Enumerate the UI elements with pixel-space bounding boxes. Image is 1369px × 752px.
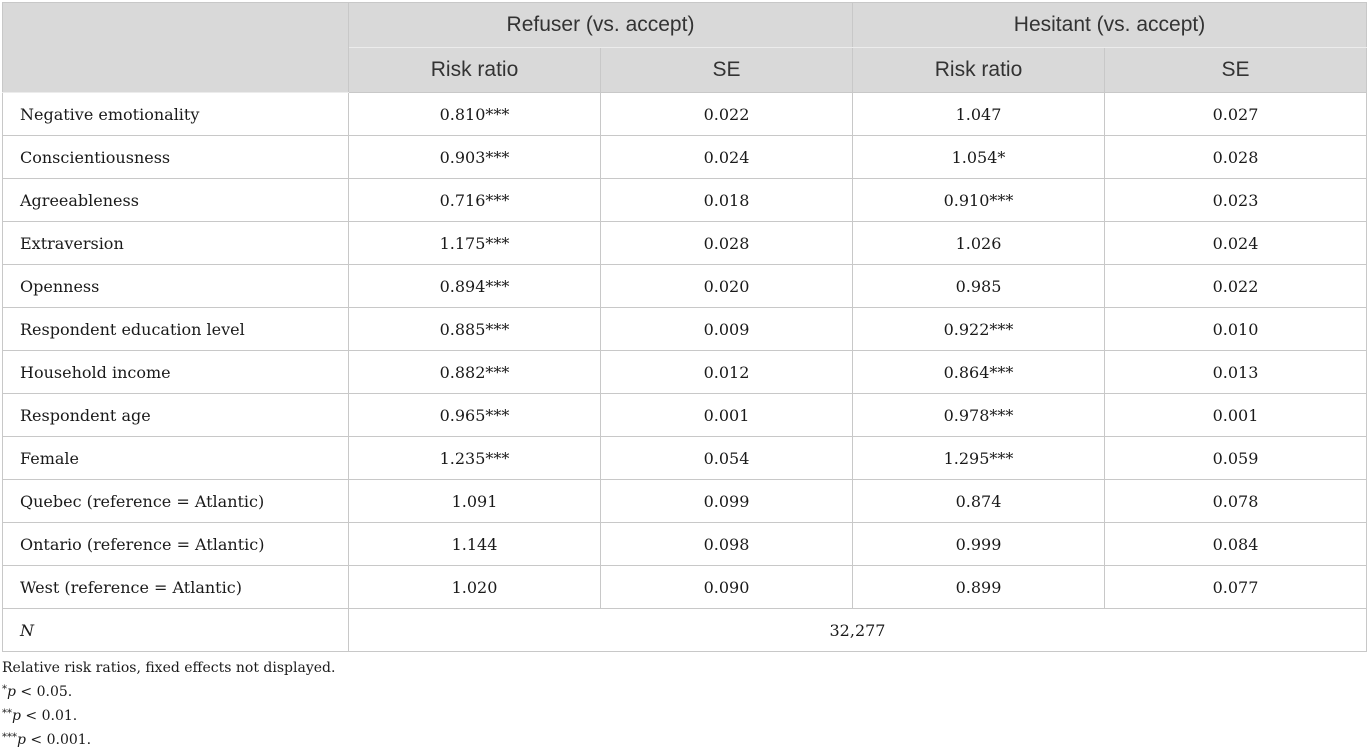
hesitant-risk-ratio-cell: 0.985 — [853, 265, 1105, 308]
row-label: Respondent education level — [3, 308, 349, 351]
refuser-risk-ratio-cell: 0.885*** — [349, 308, 601, 351]
footnote-p01 — [2, 704, 335, 728]
table-row-n — [3, 609, 1367, 652]
table-row — [3, 351, 1367, 394]
hesitant-risk-ratio-cell: 0.874 — [853, 480, 1105, 523]
refuser-se-cell: 0.020 — [601, 265, 853, 308]
refuser-risk-ratio-cell: 1.144 — [349, 523, 601, 566]
refuser-risk-ratio-cell: 0.894*** — [349, 265, 601, 308]
table-row — [3, 179, 1367, 222]
hesitant-se-cell: 0.024 — [1105, 222, 1367, 265]
notes-main: Relative risk ratios, fixed effects not displayed. — [2, 660, 336, 676]
table-row — [3, 93, 1367, 136]
table-body — [3, 93, 1367, 652]
refuser-risk-ratio-cell: 0.810*** — [349, 93, 601, 136]
hesitant-se-cell: 0.022 — [1105, 265, 1367, 308]
table-row — [3, 480, 1367, 523]
row-label: Extraversion — [3, 222, 349, 265]
hesitant-se-cell: 0.010 — [1105, 308, 1367, 351]
table-row — [3, 523, 1367, 566]
refuser-se-cell: 0.054 — [601, 437, 853, 480]
refuser-risk-ratio-cell: 0.903*** — [349, 136, 601, 179]
header-refuser-risk-ratio: Risk ratio — [349, 48, 601, 93]
hesitant-se-cell: 0.001 — [1105, 394, 1367, 437]
n-label: N — [3, 609, 349, 652]
table-row — [3, 136, 1367, 179]
header-hesitant: Hesitant (vs. accept) — [853, 3, 1367, 48]
hesitant-risk-ratio-cell: 0.899 — [853, 566, 1105, 609]
hesitant-se-cell: 0.028 — [1105, 136, 1367, 179]
header-hesitant-se: SE — [1105, 48, 1367, 93]
refuser-se-cell: 0.022 — [601, 93, 853, 136]
row-label: Household income — [3, 351, 349, 394]
table-header — [3, 3, 1367, 93]
results-table — [2, 2, 1367, 652]
refuser-se-cell: 0.024 — [601, 136, 853, 179]
hesitant-risk-ratio-cell: 0.910*** — [853, 179, 1105, 222]
refuser-se-cell: 0.090 — [601, 566, 853, 609]
hesitant-se-cell: 0.059 — [1105, 437, 1367, 480]
hesitant-risk-ratio-cell: 0.999 — [853, 523, 1105, 566]
hesitant-risk-ratio-cell: 0.864*** — [853, 351, 1105, 394]
n-value: 32,277 — [349, 609, 1367, 652]
footnote-p001 — [2, 728, 335, 752]
table-notes — [2, 656, 335, 752]
row-label: Quebec (reference = Atlantic) — [3, 480, 349, 523]
hesitant-risk-ratio-cell: 1.054* — [853, 136, 1105, 179]
refuser-risk-ratio-cell: 0.716*** — [349, 179, 601, 222]
refuser-risk-ratio-cell: 1.235*** — [349, 437, 601, 480]
row-label: Agreeableness — [3, 179, 349, 222]
header-group-row — [3, 3, 1367, 48]
row-label: Openness — [3, 265, 349, 308]
row-label: Ontario (reference = Atlantic) — [3, 523, 349, 566]
table-row — [3, 437, 1367, 480]
hesitant-se-cell: 0.084 — [1105, 523, 1367, 566]
footnote-p05 — [2, 680, 335, 704]
footnote-marker: *** — [2, 732, 17, 743]
header-corner-cell — [3, 3, 349, 93]
refuser-risk-ratio-cell: 0.882*** — [349, 351, 601, 394]
footnote-variable: p — [17, 732, 26, 748]
hesitant-risk-ratio-cell: 0.978*** — [853, 394, 1105, 437]
hesitant-se-cell: 0.077 — [1105, 566, 1367, 609]
footnote-text: < 0.05. — [15, 684, 73, 700]
footnote-marker: ** — [2, 708, 12, 719]
table-row — [3, 308, 1367, 351]
row-label: West (reference = Atlantic) — [3, 566, 349, 609]
header-hesitant-risk-ratio: Risk ratio — [853, 48, 1105, 93]
footnote-variable: p — [7, 684, 16, 700]
footnote-text: < 0.01. — [20, 708, 78, 724]
footnote-marker: * — [2, 684, 7, 695]
row-label: Conscientiousness — [3, 136, 349, 179]
row-label: Negative emotionality — [3, 93, 349, 136]
hesitant-se-cell: 0.027 — [1105, 93, 1367, 136]
refuser-risk-ratio-cell: 0.965*** — [349, 394, 601, 437]
refuser-se-cell: 0.001 — [601, 394, 853, 437]
table-row — [3, 394, 1367, 437]
hesitant-risk-ratio-cell: 1.295*** — [853, 437, 1105, 480]
refuser-se-cell: 0.099 — [601, 480, 853, 523]
refuser-se-cell: 0.018 — [601, 179, 853, 222]
footnote-variable: p — [12, 708, 21, 724]
hesitant-risk-ratio-cell: 1.026 — [853, 222, 1105, 265]
refuser-se-cell: 0.028 — [601, 222, 853, 265]
refuser-risk-ratio-cell: 1.020 — [349, 566, 601, 609]
header-refuser-se: SE — [601, 48, 853, 93]
row-label: Female — [3, 437, 349, 480]
row-label: Respondent age — [3, 394, 349, 437]
refuser-risk-ratio-cell: 1.091 — [349, 480, 601, 523]
hesitant-se-cell: 0.078 — [1105, 480, 1367, 523]
footnote-text: < 0.001. — [25, 732, 92, 748]
refuser-se-cell: 0.098 — [601, 523, 853, 566]
table-row — [3, 222, 1367, 265]
refuser-se-cell: 0.012 — [601, 351, 853, 394]
refuser-se-cell: 0.009 — [601, 308, 853, 351]
table-row — [3, 566, 1367, 609]
hesitant-risk-ratio-cell: 1.047 — [853, 93, 1105, 136]
refuser-risk-ratio-cell: 1.175*** — [349, 222, 601, 265]
hesitant-se-cell: 0.013 — [1105, 351, 1367, 394]
hesitant-risk-ratio-cell: 0.922*** — [853, 308, 1105, 351]
hesitant-se-cell: 0.023 — [1105, 179, 1367, 222]
table-row — [3, 265, 1367, 308]
header-refuser: Refuser (vs. accept) — [349, 3, 853, 48]
